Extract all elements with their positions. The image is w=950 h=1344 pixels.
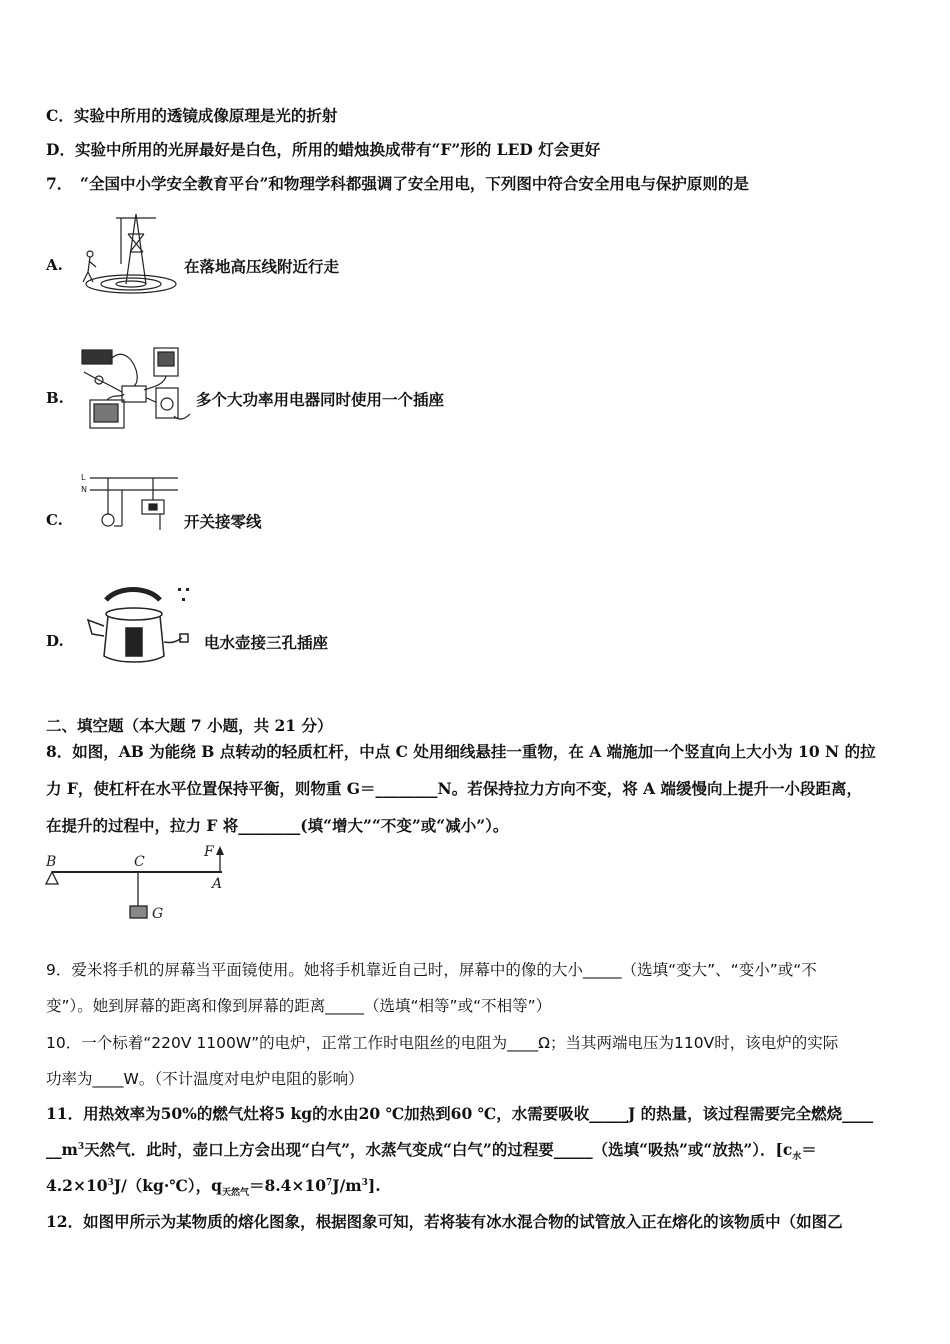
q7-option-b-text: 多个大功率用电器同时使用一个插座 [196,390,445,409]
prev-option-c: C．实验中所用的透镜成像原理是光的折射 [46,106,338,125]
lever-label-c: C [134,854,145,870]
section-2-heading: 二、填空题（本大题 7 小题，共 21 分） [46,716,333,735]
q9-line-1: 9．爱米将手机的屏幕当平面镜使用。她将手机靠近自己时，屏幕中的像的大小_____（选填“变大”、“变小”或“不 [46,961,817,979]
prev-option-d: D．实验中所用的光屏最好是白色，所用的蜡烛换成带有“F”形的 LED 灯会更好 [46,140,601,159]
q10-line-1: 10．一个标着“220V 1100W”的电炉，正常工作时电阻丝的电阻为____Ω；当其两端电压为110V时，该电炉的实际 [46,1034,839,1052]
q8-line-3: 在提升的过程中，拉力 F 将________(填“增大”“不变”或“减小”）。 [46,816,509,835]
lever-label-g: G [152,906,164,922]
lever-label-a: A [212,876,223,892]
q7-option-c-text: 开关接零线 [184,512,262,531]
q11-line-2: $\_\_m^3$天然气．此时，壶口上方会出现“白气”，水蒸气变成“白气”的过程要_____（选填“吸热”或“放热”）．[$c_水=$ [46,1140,817,1163]
lever-diagram [40,842,240,928]
overloaded-socket-illustration [74,338,194,432]
high-voltage-tower-illustration [76,204,180,296]
q8-line-1: 8．如图，AB 为能绕 B 点转动的轻质杠杆，中点 C 处用细线悬挂一重物，在 A 端施加一个竖直向上大小为 10 N 的拉 [46,742,876,761]
circuit-label-l: L [81,473,86,482]
q10-line-2: 功率为____W。（不计温度对电炉电阻的影响） [46,1070,364,1088]
q7-option-d-text: 电水壶接三孔插座 [204,633,329,652]
q9-line-2: 变”）。她到屏幕的距离和像到屏幕的距离_____（选填“相等”或“不相等”） [46,997,552,1015]
q8-line-2: 力 F，使杠杆在水平位置保持平衡，则物重 G＝________N。若保持拉力方向不变，将 A 端缓慢向上提升一小段距离， [46,779,863,798]
circuit-label-n: N [81,485,87,494]
q7-option-b-letter: B. [46,389,64,407]
q7-stem: 7． “全国中小学安全教育平台”和物理学科都强调了安全用电，下列图中符合安全用电与保护原则的是 [46,174,749,193]
q7-option-d-letter: D. [46,632,64,650]
switch-on-neutral-circuit-diagram [80,470,180,536]
electric-kettle-illustration [78,584,196,668]
q11-line-1: 11．用热效率为50%的燃气灶将5 kg的水由20 ℃加热到60 ℃，水需要吸收_____J 的热量，该过程需要完全燃烧____ [46,1104,874,1123]
q11-line-3: $4.2\times 10^3J/(kg\cdot℃)$，$q_{天然气}=8.4\times 10^7J/m^3$]. [46,1176,381,1199]
q12-line-1: 12．如图甲所示为某物质的熔化图象，根据图象可知，若将装有冰水混合物的试管放入正在熔化的该物质中（如图乙 [46,1212,843,1231]
q7-option-a-letter: A. [46,256,63,274]
q7-option-a-text: 在落地高压线附近行走 [184,257,340,276]
lever-label-f: F [204,844,214,860]
lever-label-b: B [46,854,57,870]
q7-option-c-letter: C. [46,511,63,529]
